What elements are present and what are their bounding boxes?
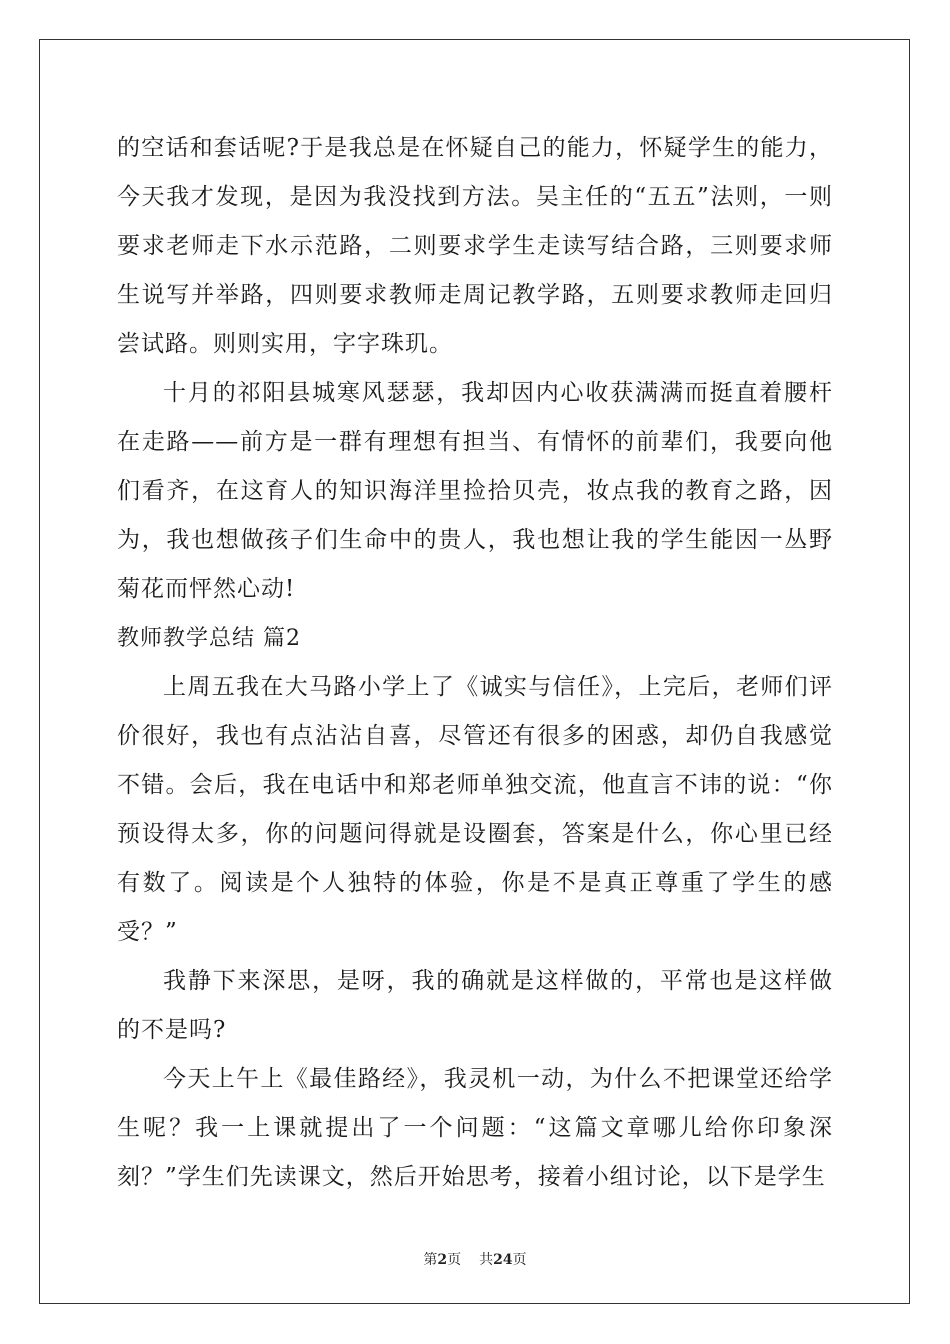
footer-page-number: 2 [437, 1252, 448, 1268]
footer-total-prefix: 共 [479, 1252, 494, 1268]
paragraph-3: 上周五我在大马路小学上了《诚实与信任》，上完后，老师们评价很好，我也有点沾沾自喜，尽管还有很多的困惑，却仍自我感觉不错。会后，我在电话中和郑老师单独交流，他直言不讳的说：“你预设得太多，你的问题问得就是设圈套，答案是什么，你心里已经有数了。阅读是个人独特的体验，你是不是真正尊重了学生的感受？” [117, 674, 833, 945]
footer-total-suffix: 页 [512, 1252, 527, 1268]
footer-page-suffix: 页 [447, 1252, 462, 1268]
page-footer [0, 1249, 950, 1269]
paragraph-4: 我静下来深思，是呀，我的确就是这样做的，平常也是这样做的不是吗? [117, 968, 833, 1043]
paragraph-5: 今天上午上《最佳路经》，我灵机一动，为什么不把课堂还给学生呢？我一上课就提出了一个问题：“这篇文章哪儿给你印象深刻？”学生们先读课文，然后开始思考，接着小组讨论，以下是学生 [117, 1066, 833, 1190]
footer-prefix: 第 [423, 1252, 438, 1268]
paragraph-1: 的空话和套话呢?于是我总是在怀疑自己的能力，怀疑学生的能力，今天我才发现，是因为我没找到方法。吴主任的“五五”法则，一则要求老师走下水示范路，二则要求学生走读写结合路，三则要求师生说写并举路，四则要求教师走周记教学路，五则要求教师走回归尝试路。则则实用，字字珠玑。 [117, 135, 833, 357]
paragraph-2: 十月的祁阳县城寒风瑟瑟，我却因内心收获满满而挺直着腰杆在走路——前方是一群有理想有担当、有情怀的前辈们，我要向他们看齐，在这育人的知识海洋里捡拾贝壳，妆点我的教育之路，因为，我也想做孩子们生命中的贵人，我也想让我的学生能因一丛野菊花而怦然心动! [117, 380, 833, 602]
section-heading: 教师教学总结 篇2 [117, 626, 301, 651]
footer-total-pages: 24 [493, 1252, 513, 1268]
document-body [117, 124, 833, 1202]
